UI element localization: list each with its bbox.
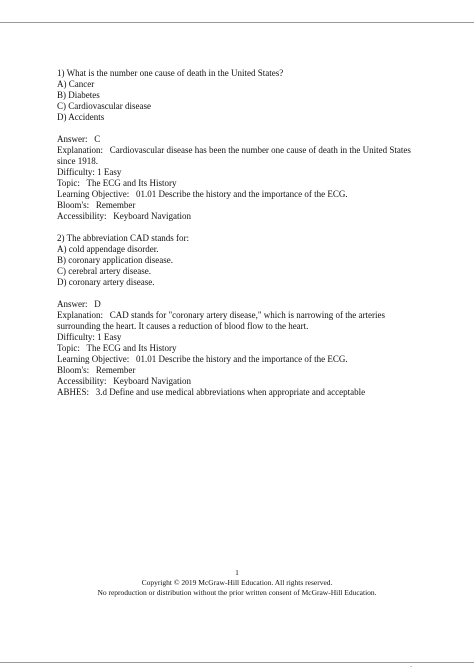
question-1-blooms: Bloom's: Remember: [57, 200, 136, 210]
question-1-option-a: A) Cancer: [57, 79, 95, 89]
corner-mark: -: [410, 664, 412, 670]
top-rule: [0, 22, 474, 23]
question-1-option-d: D) Accidents: [57, 112, 105, 122]
copyright-notice: Copyright © 2019 McGraw-Hill Education. All rights reserved.: [141, 578, 333, 587]
page-number: 1: [235, 568, 239, 577]
question-1-answer: Answer: C: [57, 134, 101, 144]
spacer: [57, 123, 417, 134]
question-2-learning-objective: Learning Objective: 01.01 Describe the history and the importance of the ECG.: [57, 354, 348, 364]
question-1-topic: Topic: The ECG and Its History: [57, 178, 177, 188]
question-1-explanation: Explanation: Cardiovascular disease has been the number one cause of death in the United States since 1918.: [57, 145, 414, 166]
bottom-rule: [0, 662, 474, 663]
question-1-accessibility: Accessibility: Keyboard Navigation: [57, 211, 191, 221]
question-1-text: 1) What is the number one cause of death in the United States?: [57, 68, 284, 78]
question-2-option-d: D) coronary artery disease.: [57, 277, 155, 287]
question-2-option-a: A) cold appendage disorder.: [57, 244, 159, 254]
question-1-learning-objective: Learning Objective: 01.01 Describe the history and the importance of the ECG.: [57, 189, 348, 199]
question-2-text: 2) The abbreviation CAD stands for:: [57, 233, 190, 243]
question-1-option-c: C) Cardiovascular disease: [57, 101, 151, 111]
page-footer: [0, 568, 474, 598]
question-2-accessibility: Accessibility: Keyboard Navigation: [57, 376, 191, 386]
spacer: [57, 288, 417, 299]
page-content: [57, 68, 417, 398]
question-1-option-b: B) Diabetes: [57, 90, 100, 100]
question-1-difficulty: Difficulty: 1 Easy: [57, 167, 122, 177]
spacer: [57, 222, 417, 233]
question-2-option-b: B) coronary application disease.: [57, 255, 173, 265]
reproduction-notice: No reproduction or distribution without the prior written consent of McGraw-Hill Education.: [97, 588, 377, 597]
question-2-blooms: Bloom's: Remember: [57, 365, 136, 375]
question-2-answer: Answer: D: [57, 299, 101, 309]
question-2-topic: Topic: The ECG and Its History: [57, 343, 177, 353]
question-2-explanation: Explanation: CAD stands for "coronary artery disease," which is narrowing of the arteries surrounding the heart. It causes a reduction of blood flow to the heart.: [57, 310, 388, 331]
question-2-difficulty: Difficulty: 1 Easy: [57, 332, 122, 342]
question-2-option-c: C) cerebral artery disease.: [57, 266, 151, 276]
question-2-abhes: ABHES: 3.d Define and use medical abbreviations when appropriate and acceptable: [57, 387, 366, 397]
